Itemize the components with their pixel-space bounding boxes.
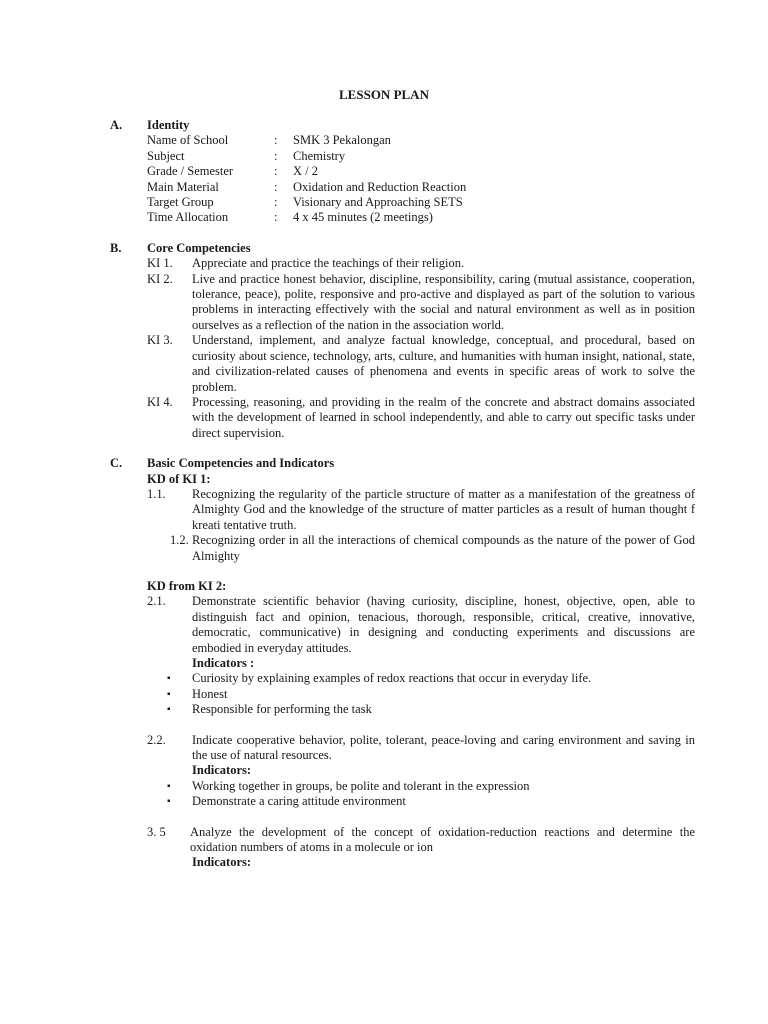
spacer: [110, 718, 695, 733]
identity-label: Main Material: [147, 179, 219, 194]
core-competency-item: [110, 272, 695, 334]
identity-row: [147, 180, 695, 195]
kd-heading: KD from KI 2:: [147, 578, 227, 593]
identity-value: Oxidation and Reduction Reaction: [293, 179, 467, 194]
item-text: Processing, reasoning, and providing in the realm of the concrete and abstract domains associated with the development of learned in school independently, and able to carry out specific tasks under direct supervision.: [192, 394, 695, 440]
identity-colon: :: [274, 179, 278, 194]
section-letter: C.: [110, 456, 123, 471]
identity-row: [147, 133, 695, 148]
basic-competency-item: [110, 594, 695, 656]
kd-heading: KD of KI 1:: [147, 471, 211, 486]
identity-label: Grade / Semester: [147, 164, 234, 179]
identity-label: Time Allocation: [147, 210, 229, 225]
section-core-competencies: [110, 241, 695, 441]
bullet-icon: ▪: [167, 688, 171, 700]
indicator-text: Honest: [192, 686, 228, 701]
identity-colon: :: [274, 195, 278, 210]
spacer: [110, 810, 695, 825]
basic-competency-item: [110, 487, 695, 533]
lesson-plan-body: [110, 118, 695, 871]
item-number: KI 2.: [147, 271, 173, 286]
identity-row: [147, 195, 695, 210]
indicator-text: Demonstrate a caring attitude environment: [192, 794, 406, 809]
identity-value: SMK 3 Pekalongan: [293, 133, 391, 148]
indicator-text: Responsible for performing the task: [192, 702, 372, 717]
item-text: Appreciate and practice the teachings of their religion.: [192, 256, 465, 271]
basic-competency-item: [110, 733, 695, 764]
indicator-item: [110, 794, 695, 809]
bullet-icon: ▪: [167, 796, 171, 808]
identity-row: [147, 210, 695, 225]
identity-value: Visionary and Approaching SETS: [293, 195, 463, 210]
bullet-icon: ▪: [167, 673, 171, 685]
item-number: 3. 5: [147, 824, 166, 839]
identity-colon: :: [274, 210, 278, 225]
identity-table: [147, 133, 695, 225]
item-text: Recognizing the regularity of the particle structure of matter as a manifestation of the greatness of Almighty God and the knowledge of the structure of matter particles as a result of human thought f kreati tentative truth.: [192, 486, 695, 532]
section-letter: B.: [110, 240, 122, 255]
item-number: 1.2.: [170, 533, 189, 548]
core-competency-item: [110, 256, 695, 271]
identity-value: Chemistry: [293, 148, 346, 163]
indicator-item: [110, 671, 695, 686]
identity-colon: :: [274, 148, 278, 163]
section-letter: A.: [110, 118, 123, 132]
item-number: 2.2.: [147, 732, 166, 747]
section-heading: Identity: [147, 118, 190, 132]
indicator-text: Curiosity by explaining examples of redox reactions that occur in everyday life.: [192, 671, 592, 686]
indicator-text: Working together in groups, be polite and tolerant in the expression: [192, 778, 530, 793]
basic-competency-item: [110, 533, 695, 564]
spacer: [110, 441, 695, 456]
section-identity: [110, 118, 695, 226]
item-number: KI 3.: [147, 333, 173, 348]
identity-colon: :: [274, 164, 278, 179]
indicator-item: [110, 779, 695, 794]
section-heading: Basic Competencies and Indicators: [147, 456, 335, 471]
item-text: Demonstrate scientific behavior (having curiosity, discipline, honest, objective, open, able to distinguish fact and opinion, tenacious, thorough, responsible, critical, creative, innovative, democratic, communicative) in designing and conducting experiments and discussions are embodied in everyday attitudes.: [192, 594, 695, 655]
item-text: Analyze the development of the concept of oxidation-reduction reactions and determine the oxidation numbers of atoms in a molecule or ion: [190, 824, 695, 855]
identity-label: Target Group: [147, 195, 214, 210]
identity-value: 4 x 45 minutes (2 meetings): [293, 210, 433, 225]
identity-colon: :: [274, 133, 278, 148]
indicators-heading: Indicators :: [192, 656, 255, 670]
indicator-item: [110, 702, 695, 717]
identity-row: [147, 164, 695, 179]
identity-label: Subject: [147, 148, 185, 163]
bullet-icon: ▪: [167, 704, 171, 716]
item-number: 1.1.: [147, 486, 166, 501]
item-number: 2.1.: [147, 594, 166, 609]
indicator-item: [110, 687, 695, 702]
item-number: KI 4.: [147, 394, 173, 409]
item-text: Recognizing order in all the interactions of chemical compounds as the nature of the power of God Almighty: [192, 533, 695, 563]
core-competency-item: [110, 395, 695, 441]
indicators-heading: Indicators:: [192, 763, 252, 778]
document-title: LESSON PLAN: [339, 87, 429, 102]
item-text: Indicate cooperative behavior, polite, tolerant, peace-loving and caring environment and saving in the use of natural resources.: [192, 732, 695, 763]
identity-value: X / 2: [293, 164, 318, 179]
item-number: KI 1.: [147, 256, 173, 271]
item-text: Live and practice honest behavior, discipline, responsibility, caring (mutual assistance, cooperation, tolerance, peace), polite, responsive and pro-active and displayed as part of the solution to various problems in interacting effectively with the social and natural environment as well as in position ourselves as a reflection of the nation in the association world.: [192, 271, 695, 332]
spacer: [110, 564, 695, 579]
bullet-icon: ▪: [167, 780, 171, 792]
basic-competency-item: [110, 825, 695, 856]
core-competency-item: [110, 333, 695, 395]
spacer: [110, 226, 695, 241]
item-text: Understand, implement, and analyze factual knowledge, conceptual, and procedural, based on curiosity about science, technology, arts, culture, and humanities with human insight, national, state, and civilization-related causes of phenomena and events in specific areas of work to solve the problem.: [192, 333, 695, 394]
identity-row: [147, 149, 695, 164]
section-heading: Core Competencies: [147, 240, 251, 255]
indicators-heading: Indicators:: [192, 855, 252, 870]
identity-label: Name of School: [147, 133, 229, 148]
section-basic-competencies: [110, 456, 695, 871]
